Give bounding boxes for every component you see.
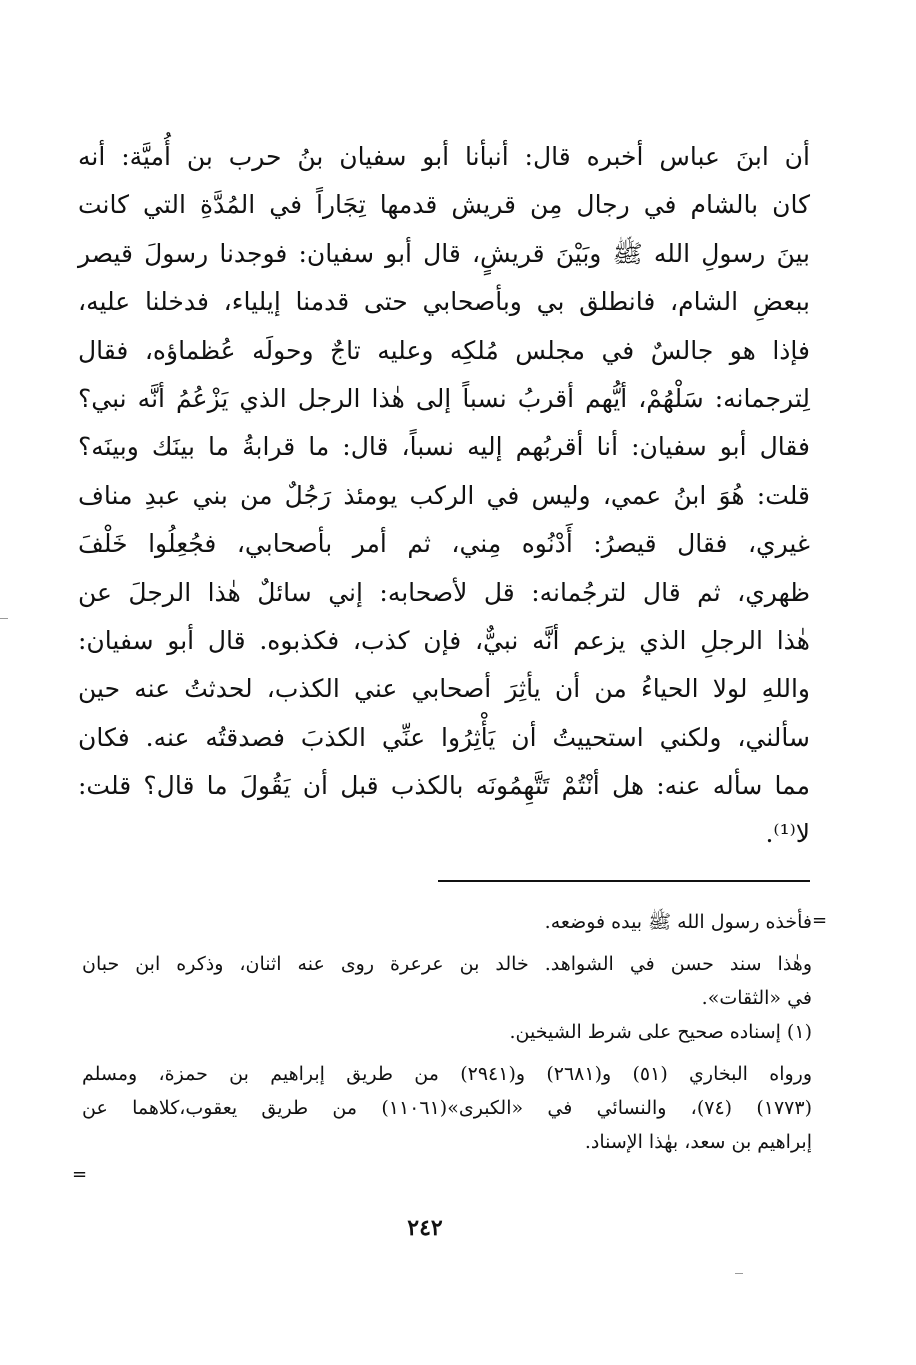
- footnotes-block: [82, 905, 812, 1159]
- scan-speck: [735, 1273, 743, 1274]
- main-text-line: مما سأله عنه: هل أنْتُمْ تَتَّهِمُونَه بالكذب قبل أن يَقُولَ ما قال؟ قلت:: [78, 771, 810, 801]
- main-text-line: سألني، ولكني استحييتُ أن يَأْثِرُوا عنِّي الكذبَ فصدقتُه عنه. فكان: [78, 722, 810, 752]
- main-text-line: ببعضِ الشام، فانطلق بي وبأصحابي حتى قدمنا إيلياء، فدخلنا عليه،: [78, 287, 810, 317]
- scan-speck: [0, 618, 8, 619]
- footnote-paragraph-line: ورواه البخاري (٥١) و(٢٦٨١) و(٢٩٤١) من طريق إبراهيم بن حمزة، ومسلم: [82, 1063, 813, 1085]
- main-text-line: غيري، فقال قيصرُ: أَدْنُوه مِني، ثم أمر بأصحابي، فجُعِلُوا خَلْفَ: [78, 529, 810, 559]
- main-text-line: هٰذا الرجلِ الذي يزعم أنَّه نبيٌّ، فإن كذب، فكذبوه. قال أبو سفيان:: [78, 625, 810, 655]
- main-text-block: [78, 133, 810, 859]
- main-text-line: قلت: هُوَ ابنُ عمي، وليس في الركب يومئذ رَجُلٌ من بني عبدِ مناف: [78, 480, 810, 510]
- footnote-note-1: (١) إسناده صحيح على شرط الشيخين.: [509, 1021, 812, 1043]
- footnote-paragraph-line: (١٧٧٣) (٧٤)، والنسائي في «الكبرى»(١١٠٦١) من طريق يعقوب،كلاهما عن: [82, 1097, 813, 1119]
- main-text-line: بينَ رسولِ الله ﷺ وبَيْنَ قريشٍ، قال أبو سفيان: فوجدنا رسولَ قيصر: [78, 238, 810, 268]
- main-text-line: لِترجمانه: سَلْهُمْ، أيُّهم أقربُ نسباً إلى هٰذا الرجل الذي يَزْعُمُ أنَّه نبي؟: [78, 383, 810, 413]
- footnote-paragraph-line: إبراهيم بن سعد، بهٰذا الإسناد.: [584, 1131, 812, 1153]
- footnote-continuation-text: فأخذه رسول الله ﷺ بيده فوضعه.: [544, 911, 812, 933]
- page-number: ٢٤٢: [407, 1215, 443, 1241]
- main-text-line: فقال أبو سفيان: أنا أقربُهم إليه نسباً، قال: ما قرابةُ ما بينَك وبينَه؟: [78, 432, 810, 462]
- footnote-separator-rule: [438, 880, 810, 882]
- footnote-paragraph-line: في «الثقات».: [701, 987, 812, 1009]
- main-text-line: فإذا هو جالسٌ في مجلس مُلكِه وعليه تاجٌ وحولَه عُظماؤه، فقال: [78, 335, 810, 365]
- footnote-continuation-end-mark: =: [72, 1164, 88, 1185]
- footnote-paragraph-line: وهٰذا سند حسن في الشواهد. خالد بن عرعرة روى عنه اثنان، وذكره ابن حبان: [82, 953, 812, 975]
- main-text-line: لا⁽¹⁾.: [765, 819, 810, 849]
- footnote-continuation-start-mark: =: [812, 910, 828, 931]
- main-text-line: كان بالشام في رجال مِن قريش قدمها تِجَاراً في المُدَّةِ التي كانت: [78, 190, 810, 220]
- main-text-line: واللهِ لولا الحياءُ من أن يأثِرَ أصحابي عني الكذب، لحدثتُ عنه حين: [78, 674, 810, 704]
- main-text-line: ظهري، ثم قال لترجُمانه: قل لأصحابه: إني سائلٌ هٰذا الرجلَ عن: [78, 577, 810, 607]
- main-text-line: أن ابنَ عباس أخبره قال: أنبأنا أبو سفيان بنُ حرب بن أُميَّة: أنه: [78, 142, 810, 171]
